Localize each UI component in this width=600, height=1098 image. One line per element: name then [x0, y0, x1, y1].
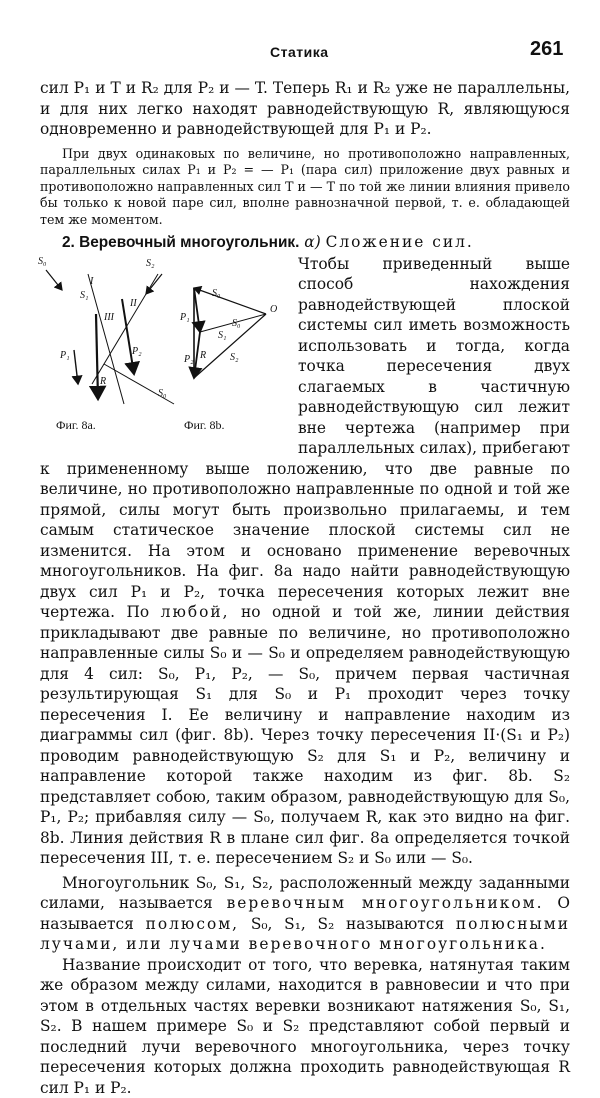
figure-8b: [194, 288, 266, 378]
figure-area: [34, 254, 290, 440]
figure-8a: [46, 270, 174, 404]
polygon-term-1: веревочным многоугольником.: [227, 894, 544, 912]
running-head: Статика: [270, 44, 329, 60]
fig8b-label: O: [270, 304, 277, 315]
polygon-text-3: S₀, S₁, S₂ называются: [251, 915, 444, 933]
polygon-text-1: Многоугольник S₀, S₁, S₂, расположенный между заданными силами, называется: [40, 874, 570, 913]
fig8b-label: S₀: [212, 288, 221, 299]
page-number: 261: [530, 38, 563, 61]
fig8b-label: R: [199, 350, 206, 361]
top-text-block: [40, 78, 570, 1098]
polygon-term-3: полюсными лучами, или лучами веревочного многоугольника.: [40, 915, 570, 954]
fig8b-label: S₀: [232, 318, 241, 329]
figure-caption-a: Фиг. 8а.: [56, 418, 96, 433]
figures-svg: [34, 254, 290, 440]
fig8a-p1-vector: [74, 350, 78, 384]
fig8b-s0-ray: [194, 288, 266, 314]
fig8b-label: P₂: [183, 354, 194, 365]
section-heading: 2. Веревочный многоугольник.: [62, 234, 299, 251]
section-intro-cont: но одной и той же, линии действия прикладывают две равные по величине, но противоположно направленные силы S₀ и — S₀ и определяем равнодействующую для 4 сил: S₀, P₁, P₂, — S₀, причем первая частичная результирующая S₁ для S₀ и P₁ проходит через точку пересечения I. Ее величину и направление находим из диаграммы сил (фиг. 8b). Через точку пересечения II·(S₁ и P₂) проводим равнодействующую S₂ для S₁ и P₂, величину и направление которой также находим из фиг. 8b. S₂ представляет собою, таким образом, равнодействующую для S₀, P₁, P₂; прибавляя силу — S₀, получаем R, как это видно на фиг. 8b. Линия действия R в плане сил фиг. 8а определяется точкой пересечения III, т. е. пересечением S₂ и S₀ или — S₀.: [40, 603, 570, 867]
fig8a-label: S₁: [80, 290, 88, 301]
fig8a-r-vector: [96, 314, 98, 399]
name-paragraph: Название происходит от того, что веревка, натянутая таким же образом между силами, находится в равновесии и что при этом в отдельных частях веревки возникают натяжения S₀, S₁, S₂. В нашем примере S₀ и S₂ представляют собой первый и последний лучи веревочного многоугольника, через точку пересечения которых должна проходить равнодействующая R сил P₁ и P₂.: [40, 955, 570, 1098]
fig8a-label: R: [99, 376, 106, 387]
fig8b-label: P₁: [179, 312, 190, 323]
fig8a-label: II: [129, 298, 137, 309]
figure-caption-b: Фиг. 8b.: [184, 418, 224, 433]
fig8a-label: S₀: [38, 256, 47, 267]
polygon-term-2: полюсом,: [146, 915, 239, 933]
fig8a-label: III: [103, 312, 115, 323]
fig8a-label: S₂: [146, 258, 155, 269]
section-marker: α): [304, 233, 320, 251]
fig8a-label: P₁: [59, 350, 70, 361]
polygon-text-2: O называется: [40, 894, 570, 933]
fig8a-s2-vector: [146, 274, 162, 294]
section-subheading: Сложение сил.: [326, 233, 474, 251]
fig8a-p2-vector: [122, 299, 134, 374]
fig8a-s0-vector: [46, 270, 62, 290]
fig8b-label: S₁: [218, 330, 226, 341]
section-heading-paragraph: [40, 232, 570, 254]
page-header: [0, 44, 600, 68]
emphasis-any: любой,: [161, 603, 230, 621]
small-note: При двух одинаковых по величине, но противоположно направленных, параллельных силах P₁ и P₂ = — P₁ (пара сил) приложение двух равных и противоположно направленных сил T и — T по той же линии влияния привело бы только к новой паре сил, вполне равнозначной первой, т. е. обладающей тем же моментом.: [40, 146, 570, 229]
section-intro: Чтобы приведенный выше способ нахождения равнодействующей плоской системы сил иметь возможность использовать и тогда, когда точка пересечения двух слагаемых в частичную равнодействующую сил лежит вне чертежа (например при параллельных силах), прибегают к примененному выше положению, что две равные по величине, но противоположно направленные по одной и той же прямой, силы могут быть произвольно прилагаемы, и тем самым статическое значение плоской системы сил не изменится. На этом и основано применение веревочных многоугольников. На фиг. 8а надо найти равнодействующую двух сил P₁ и P₂, точка пересечения которых лежит вне чертежа. По: [40, 255, 570, 622]
fig8a-label: I: [89, 276, 94, 287]
fig8b-p1-vector: [194, 288, 200, 332]
fig8b-label: S₂: [230, 352, 239, 363]
polygon-paragraph: [40, 873, 570, 955]
fig8a-label: S₀: [158, 388, 167, 399]
fig8a-label: P₂: [131, 346, 142, 357]
top-paragraph: сил P₁ и T и R₂ для P₂ и — T. Теперь R₁ и R₂ уже не параллельны, и для них легко находят равнодействующую R, являющуюся одновременно и равнодействующей для P₁ и P₂.: [40, 78, 570, 140]
